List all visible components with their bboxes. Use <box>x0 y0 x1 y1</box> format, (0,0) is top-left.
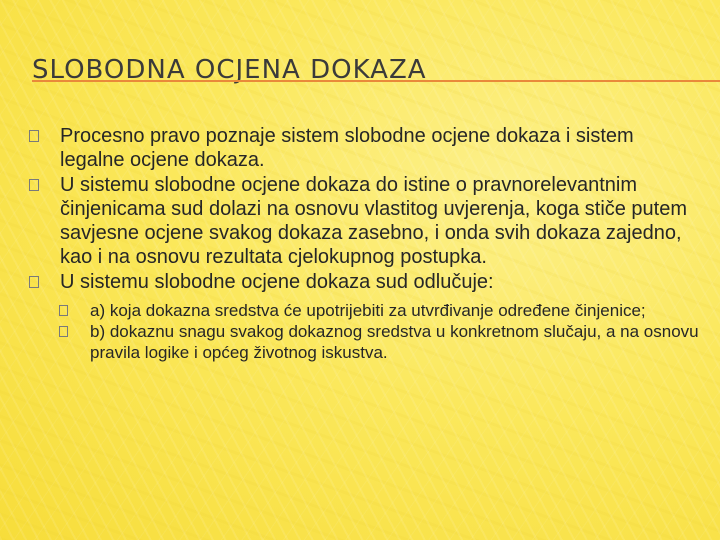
sub-bullet-text-2: b) dokaznu snagu svakog dokaznog sredstva u konkretnom slučaju, a na osnovu pravila logike i općeg životnog iskustva. <box>90 322 699 363</box>
square-bullet-icon <box>29 276 39 288</box>
slide-content <box>30 124 702 363</box>
bullet-text-3: U sistemu slobodne ocjene dokaza sud odlučuje: <box>60 270 494 293</box>
bullet-text-1: Procesno pravo poznaje sistem slobodne ocjene dokaza i sistem legalne ocjene dokaza. <box>60 125 634 172</box>
sub-bullet-item-1 <box>60 300 702 321</box>
sub-bullet-item-2 <box>60 321 702 363</box>
bullet-list <box>30 124 702 363</box>
sub-bullet-text-1: a) koja dokazna sredstva će upotrijebiti za utvrđivanje određene činjenice; <box>90 301 646 321</box>
bullet-text-2: U sistemu slobodne ocjene dokaza do istine o pravnorelevantnim činjenicama sud dolazi na osnovu vlastitog uvjerenja, koga stiče putem savjesne ocjene svakog dokaza zasebno, i onda svih dokaza zajedno, kao i na osnovu rezultata cjelokupnog postupka. <box>60 173 688 269</box>
square-bullet-icon <box>29 130 39 142</box>
square-bullet-icon <box>29 179 39 191</box>
bullet-item-3 <box>30 270 702 363</box>
square-bullet-icon <box>59 305 68 316</box>
square-bullet-icon <box>59 326 68 337</box>
slide-title: SLOBODNA OCJENA DOKAZA <box>32 55 427 85</box>
bullet-item-1 <box>30 124 702 173</box>
bullet-item-2 <box>30 173 702 270</box>
title-underline <box>32 80 720 82</box>
sub-bullet-list <box>60 300 702 363</box>
